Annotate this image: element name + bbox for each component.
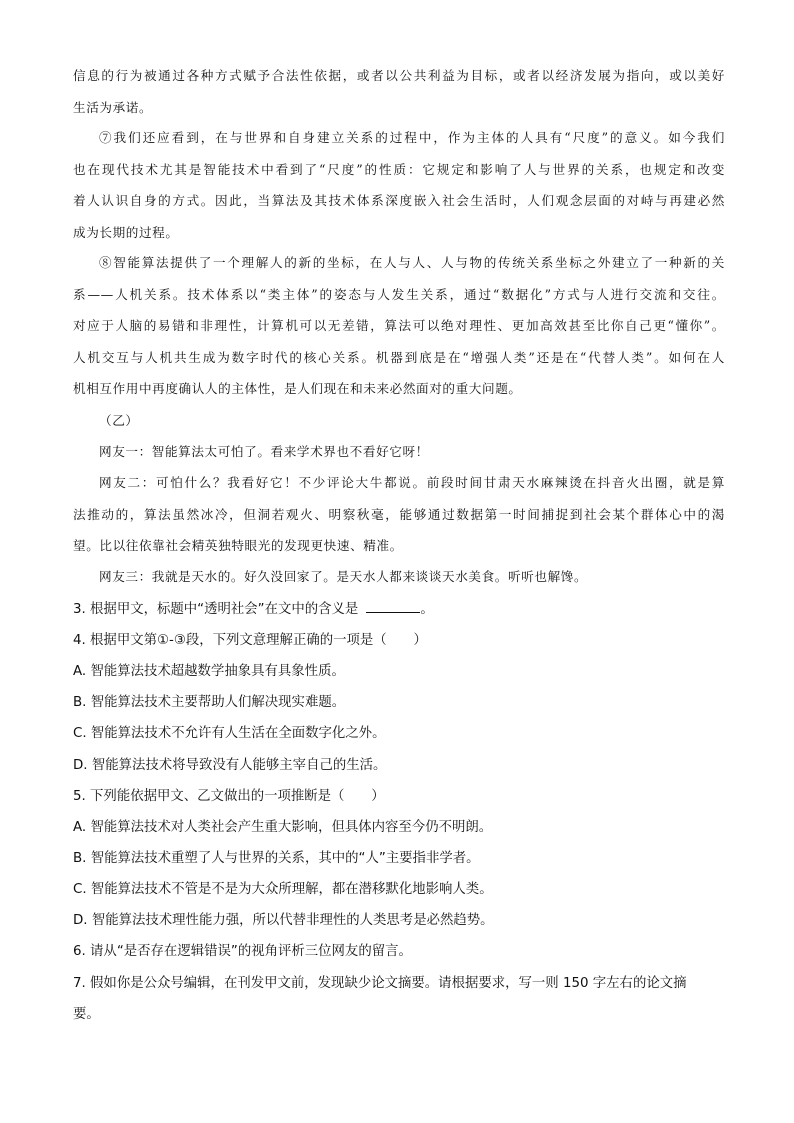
text-line: 机相互作用中再度确认人的主体性，是人们现在和未来必然面对的重大问题。 (73, 381, 522, 396)
paragraph-continued (73, 60, 725, 123)
comment-2 (73, 467, 725, 562)
option-4b: B. 智能算法技术主要帮助人们解决现实难题。 (73, 695, 346, 710)
option-4c: C. 智能算法技术不允许有人生活在全面数字化之外。 (73, 726, 386, 741)
text-line: 人机交互与人机共生成为数字时代的核心关系。机器到底是在“增强人类”还是在“代替人类”。如何在人 (73, 349, 725, 365)
text-line: 对应于人脑的易错和非理性，计算机可以无差错，算法可以绝对理性、更加高效甚至比你自己更“懂你”。 (73, 318, 725, 333)
comment-3: 网友三：我就是天水的。好久没回家了。是天水人都来谈谈天水美食。听听也解馋。 (99, 569, 588, 584)
text-line: 网友二：可怕什么？我看好它！不少评论大牛都说。前段时间甘肃天水麻辣烫在抖音火出圈，就是算 (99, 475, 725, 490)
text-line: 信息的行为被通过各种方式赋予合法性依据，或者以公共利益为目标，或者以经济发展为指向，或以美好 (73, 68, 725, 83)
paragraph-8 (73, 247, 725, 405)
option-5c: C. 智能算法技术不管是不是为大众所理解，都在潜移默化地影响人类。 (73, 882, 493, 897)
text-line: 着人认识自身的方式。因此，当算法及其技术体系深度嵌入社会生活时，人们观念层面的对峙与再建必然 (73, 193, 725, 208)
comment-1: 网友一：智能算法太可怕了。看来学术界也不看好它呀！ (99, 444, 429, 459)
section-yi-heading: （乙） (99, 413, 139, 428)
question-6: 6. 请从“是否存在逻辑错误”的视角评析三位网友的留言。 (73, 944, 412, 959)
paragraph-7 (73, 122, 725, 248)
question-4: 4. 根据甲文第①-③段，下列文意理解正确的一项是（ ） (73, 633, 427, 648)
text-line: 成为长期的过程。 (73, 224, 179, 240)
option-4a: A. 智能算法技术超越数学抽象具有具象性质。 (73, 664, 345, 679)
text-line: ⑦我们还应看到，在与世界和自身建立关系的过程中，作为主体的人具有“尺度”的意义。如今我们 (99, 130, 725, 145)
answer-blank[interactable] (366, 600, 420, 613)
option-5a: A. 智能算法技术对人类社会产生重大影响，但具体内容至今仍不明朗。 (73, 820, 493, 835)
question-3: 3. 根据甲文，标题中“透明社会”在文中的含义是 。 (73, 602, 434, 617)
text-line: 望。比以往依靠社会精英独特眼光的发现更快速、精准。 (73, 538, 403, 553)
option-5b: B. 智能算法技术重塑了人与世界的关系，其中的“人”主要指非学者。 (73, 851, 480, 866)
option-4d: D. 智能算法技术将导致没有人能够主宰自己的生活。 (73, 758, 387, 773)
text-line: 系——人机关系。技术体系以“类主体”的姿态与人发生关系，通过“数据化”方式与人进行交流和交往。 (73, 286, 725, 302)
text-line: 法推动的，算法虽然冰冷，但洞若观火、明察秋毫，能够通过数据第一时间捕捉到社会某个群体心中的渴 (73, 506, 725, 522)
question-5: 5. 下列能依据甲文、乙文做出的一项推断是（ ） (73, 789, 385, 804)
text-line: ⑧智能算法提供了一个理解人的新的坐标，在人与人、人与物的传统关系坐标之外建立了一种新的关 (99, 255, 725, 270)
question-7-line-2: 要。 (73, 1007, 100, 1022)
text-line: 也在现代技术尤其是智能技术中看到了“尺度”的性质：它规定和影响了人与世界的关系，也规定和改变 (73, 161, 725, 177)
text-line: 生活为承诺。 (73, 99, 153, 115)
question-7-line-1: 7. 假如你是公众号编辑，在刊发甲文前，发现缺少论文摘要。请根据要求，写一则 150 字左右的论文摘 (73, 976, 687, 991)
option-5d: D. 智能算法技术理性能力强，所以代替非理性的人类思考是必然趋势。 (73, 913, 494, 928)
